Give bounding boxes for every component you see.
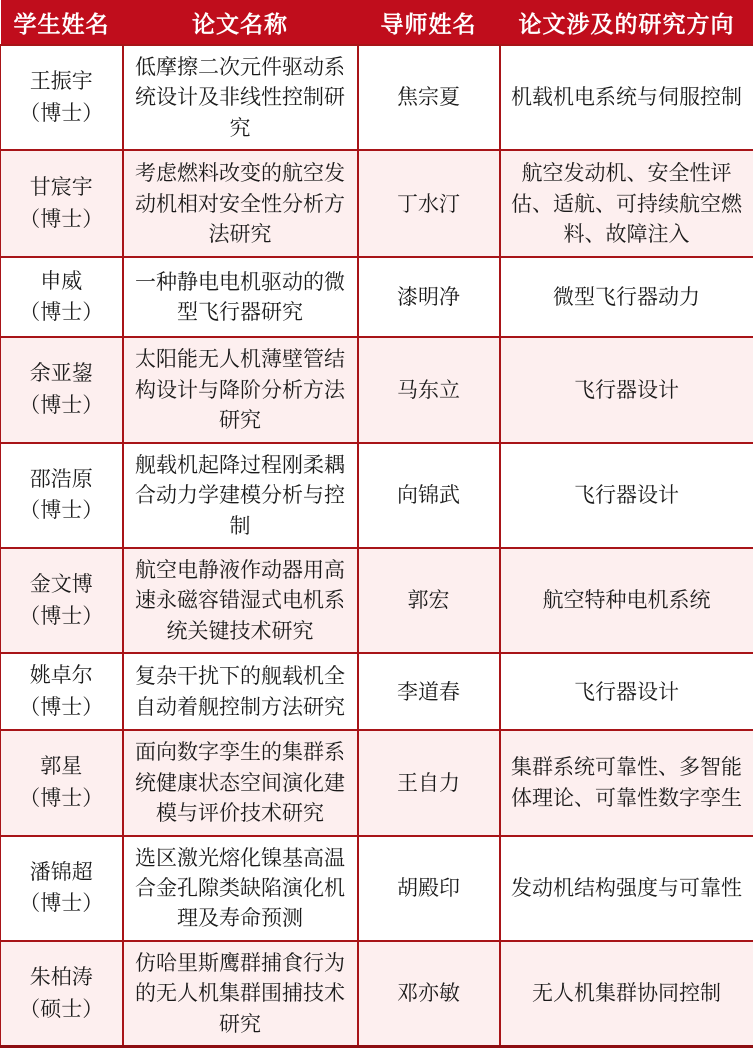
advisor-name: 漆明净 [358,257,500,337]
header-row [1,0,753,45]
student-name: 申威 [11,266,112,298]
header-student-name: 学生姓名 [1,0,123,45]
student-cell [1,45,123,150]
student-name: 姚卓尔 [11,660,112,692]
research-direction: 无人机集群协同控制 [500,941,753,1047]
table-row [1,548,753,653]
research-direction: 发动机结构强度与可靠性 [500,836,753,941]
table-row [1,443,753,548]
student-cell [1,443,123,548]
research-direction: 航空发动机、安全性评估、适航、可持续航空燃料、故障注入 [500,150,753,257]
thesis-title: 低摩擦二次元件驱动系统设计及非线性控制研究 [123,45,358,150]
header-advisor-name: 导师姓名 [358,0,500,45]
student-cell [1,337,123,442]
research-direction: 集群系统可靠性、多智能体理论、可靠性数字孪生 [500,730,753,835]
advisor-name: 马东立 [358,337,500,442]
advisor-name: 向锦武 [358,443,500,548]
thesis-title: 复杂干扰下的舰载机全自动着舰控制方法研究 [123,653,358,730]
advisor-name: 丁水汀 [358,150,500,257]
student-name: 邵浩原 [11,464,112,496]
student-name: 朱柏涛 [11,962,112,994]
student-degree: （博士） [11,692,112,724]
advisor-name: 李道春 [358,653,500,730]
student-degree: （博士） [11,783,112,815]
research-direction: 飞行器设计 [500,337,753,442]
research-direction: 航空特种电机系统 [500,548,753,653]
student-name: 王振宇 [11,66,112,98]
student-cell [1,257,123,337]
student-name: 潘锦超 [11,857,112,889]
table-row [1,836,753,941]
thesis-title: 太阳能无人机薄壁管结构设计与降阶分析方法研究 [123,337,358,442]
student-degree: （博士） [11,495,112,527]
student-name: 金文博 [11,569,112,601]
table-row [1,150,753,257]
student-cell [1,653,123,730]
research-direction: 微型飞行器动力 [500,257,753,337]
student-name: 郭星 [11,751,112,783]
student-cell [1,730,123,835]
student-degree: （博士） [11,390,112,422]
table-row [1,45,753,150]
header-research-direction: 论文涉及的研究方向 [500,0,753,45]
student-degree: （博士） [11,888,112,920]
thesis-title: 一种静电电机驱动的微型飞行器研究 [123,257,358,337]
student-cell [1,548,123,653]
student-degree: （博士） [11,98,112,130]
thesis-title: 仿哈里斯鹰群捕食行为的无人机集群围捕技术研究 [123,941,358,1047]
table-row [1,941,753,1047]
student-cell [1,836,123,941]
advisor-name: 王自力 [358,730,500,835]
student-cell [1,150,123,257]
student-degree: （博士） [11,601,112,633]
header-thesis-title: 论文名称 [123,0,358,45]
research-direction: 飞行器设计 [500,653,753,730]
research-direction: 机载机电系统与伺服控制 [500,45,753,150]
thesis-title: 面向数字孪生的集群系统健康状态空间演化建模与评价技术研究 [123,730,358,835]
student-degree: （博士） [11,297,112,329]
advisor-name: 郭宏 [358,548,500,653]
thesis-title: 航空电静液作动器用高速永磁容错湿式电机系统关键技术研究 [123,548,358,653]
thesis-title: 选区激光熔化镍基高温合金孔隙类缺陷演化机理及寿命预测 [123,836,358,941]
student-degree: （硕士） [11,994,112,1026]
thesis-title: 舰载机起降过程刚柔耦合动力学建模分析与控制 [123,443,358,548]
thesis-title: 考虑燃料改变的航空发动机相对安全性分析方法研究 [123,150,358,257]
student-name: 余亚鋆 [11,358,112,390]
table-row [1,257,753,337]
student-name: 甘宸宇 [11,172,112,204]
advisor-name: 邓亦敏 [358,941,500,1047]
table-row [1,337,753,442]
student-degree: （博士） [11,204,112,236]
advisor-name: 胡殿印 [358,836,500,941]
table-row [1,653,753,730]
table-row [1,730,753,835]
research-direction: 飞行器设计 [500,443,753,548]
advisor-name: 焦宗夏 [358,45,500,150]
student-cell [1,941,123,1047]
